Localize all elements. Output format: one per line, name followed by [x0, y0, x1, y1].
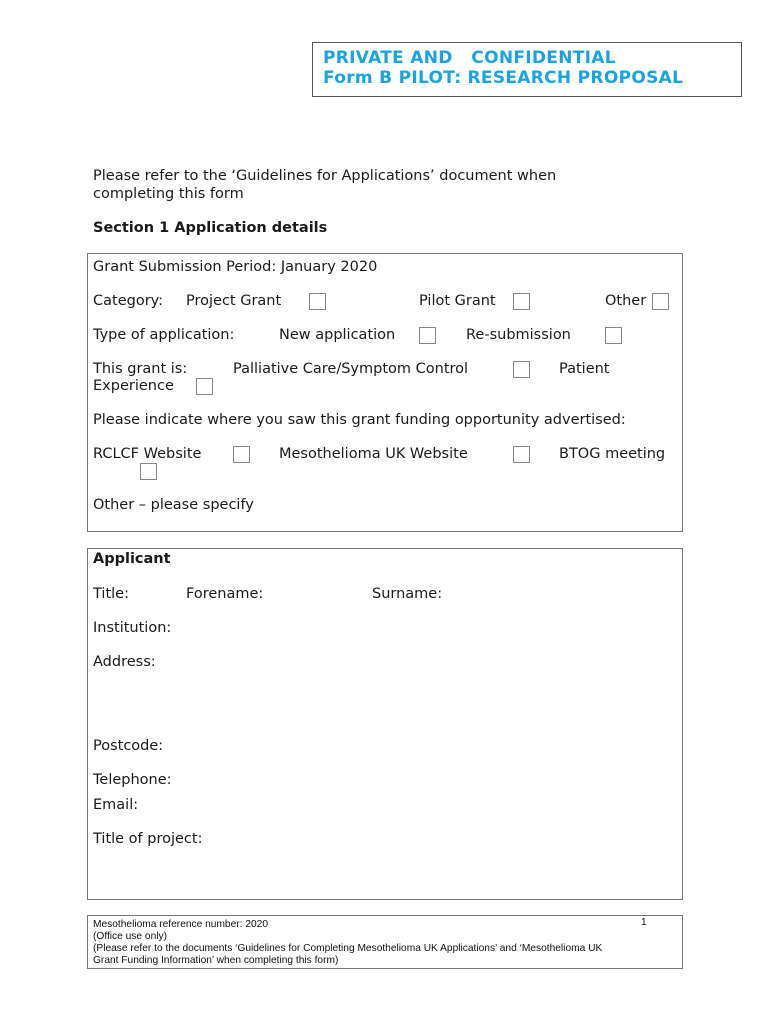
resubmission-label: Re-submission	[466, 327, 571, 343]
form-title: Form B PILOT: RESEARCH PROPOSAL	[323, 68, 684, 88]
telephone-field[interactable]	[184, 772, 672, 791]
footer-note-line-1: (Please refer to the documents ‘Guidelines for Completing Mesothelioma UK Applications’ and ‘Mesothelioma UK	[93, 943, 603, 954]
advertised-prompt: Please indicate where you saw this grant funding opportunity advertised:	[93, 412, 626, 428]
footer-note-line-2: Grant Funding Information’ when completing this form)	[93, 955, 339, 966]
application-type-label: Type of application:	[93, 327, 235, 343]
palliative-care-label: Palliative Care/Symptom Control	[233, 361, 469, 377]
submission-period: Grant Submission Period: January 2020	[93, 259, 378, 275]
grant-is-label: This grant is:	[93, 361, 188, 377]
intro-line-1: Please refer to the ‘Guidelines for Applications’ document when	[93, 168, 557, 184]
application-details-box	[87, 253, 683, 532]
title-field[interactable]	[138, 586, 180, 605]
rclcf-website-checkbox[interactable]	[233, 446, 250, 463]
new-application-checkbox[interactable]	[419, 327, 436, 344]
new-application-label: New application	[279, 327, 396, 343]
footer-box	[87, 915, 683, 969]
project-title-field[interactable]	[216, 831, 672, 887]
email-label: Email:	[93, 797, 139, 813]
other-category-checkbox[interactable]	[652, 293, 669, 310]
postcode-label: Postcode:	[93, 738, 164, 754]
other-specify-field[interactable]	[270, 497, 670, 516]
patient-experience-checkbox[interactable]	[196, 378, 213, 395]
postcode-field[interactable]	[172, 738, 672, 757]
meso-uk-website-label: Mesothelioma UK Website	[279, 446, 468, 462]
category-label: Category:	[93, 293, 164, 309]
project-title-label: Title of project:	[93, 831, 203, 847]
address-field[interactable]	[166, 654, 672, 725]
page-number: 1	[641, 917, 647, 928]
btog-meeting-label: BTOG meeting	[559, 446, 666, 462]
email-field[interactable]	[146, 797, 672, 816]
patient-label: Patient	[559, 361, 610, 377]
forename-field[interactable]	[275, 586, 365, 605]
surname-label: Surname:	[372, 586, 443, 602]
form-title-box	[312, 42, 742, 97]
surname-field[interactable]	[452, 586, 672, 605]
reference-number: Mesothelioma reference number: 2020	[93, 919, 268, 930]
pilot-grant-label: Pilot Grant	[419, 293, 496, 309]
office-use-note: (Office use only)	[93, 931, 167, 942]
experience-label: Experience	[93, 378, 174, 394]
forename-label: Forename:	[186, 586, 264, 602]
institution-label: Institution:	[93, 620, 172, 636]
title-label: Title:	[93, 586, 129, 602]
intro-line-2: completing this form	[93, 186, 244, 202]
other-category-label: Other	[605, 293, 647, 309]
section-1-heading: Section 1 Application details	[93, 220, 328, 236]
project-grant-checkbox[interactable]	[309, 293, 326, 310]
meso-uk-website-checkbox[interactable]	[513, 446, 530, 463]
institution-field[interactable]	[182, 620, 672, 639]
telephone-label: Telephone:	[93, 772, 172, 788]
applicant-heading: Applicant	[93, 551, 171, 567]
address-label: Address:	[93, 654, 156, 670]
resubmission-checkbox[interactable]	[605, 327, 622, 344]
rclcf-website-label: RCLCF Website	[93, 446, 202, 462]
project-grant-label: Project Grant	[186, 293, 282, 309]
confidential-label: PRIVATE AND CONFIDENTIAL	[323, 48, 616, 68]
btog-meeting-checkbox[interactable]	[140, 463, 157, 480]
pilot-grant-checkbox[interactable]	[513, 293, 530, 310]
other-specify-label: Other – please specify	[93, 497, 254, 513]
palliative-care-checkbox[interactable]	[513, 361, 530, 378]
